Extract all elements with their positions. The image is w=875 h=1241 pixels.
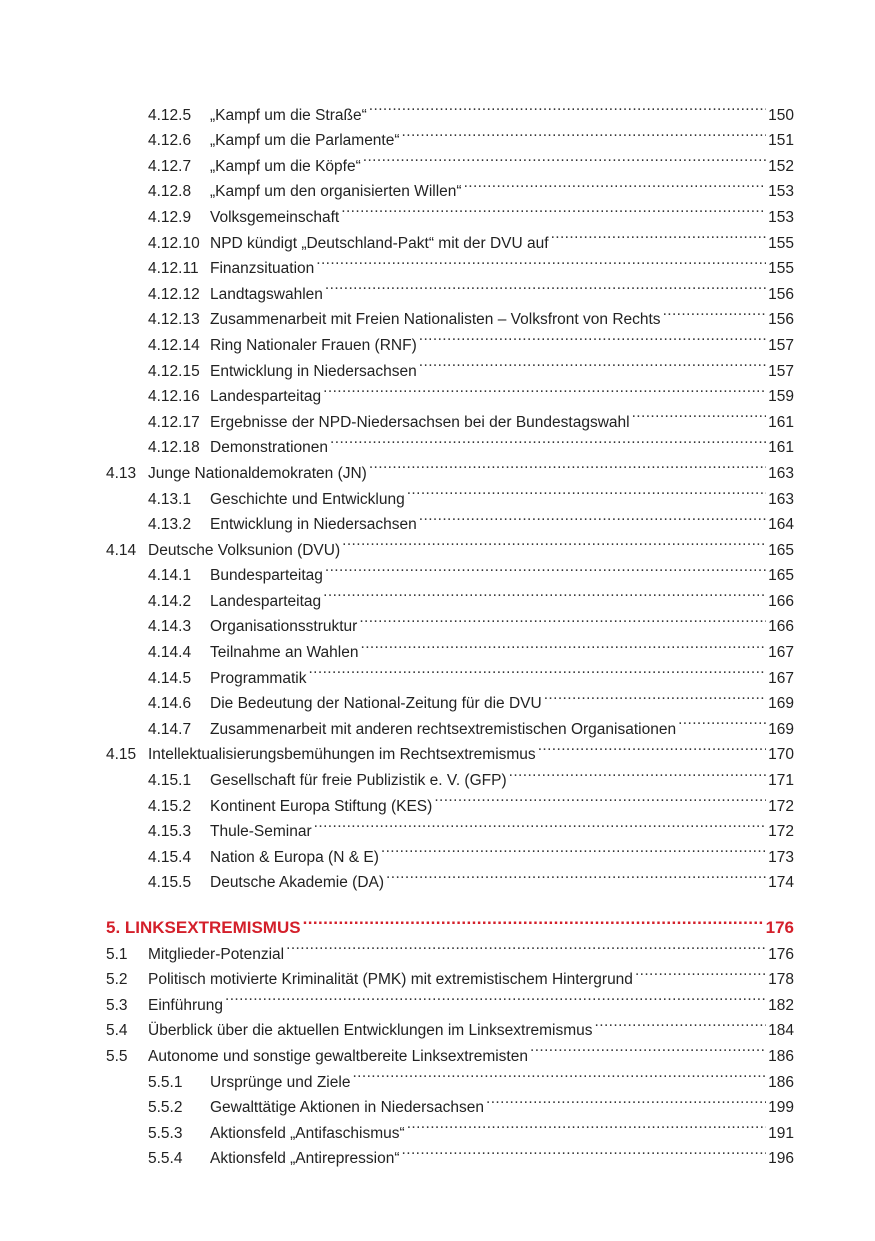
- entry-number: 4.12.15: [148, 362, 200, 380]
- entry-page-number: 172: [768, 823, 794, 841]
- toc-entry[interactable]: [106, 1035, 794, 1065]
- entry-title: Politisch motivierte Kriminalität (PMK) mit extremistischem Hintergrund: [148, 971, 633, 989]
- entry-page-number: 163: [768, 464, 794, 482]
- entry-page-number: 184: [768, 1022, 794, 1040]
- entry-page-number: 153: [768, 208, 794, 226]
- entry-number: 4.12.6: [148, 132, 192, 150]
- entry-title: Entwicklung in Niedersachsen: [210, 516, 417, 534]
- entry-title: Die Bedeutung der National-Zeitung für die DVU: [210, 695, 542, 713]
- dot-leader: [308, 657, 766, 683]
- toc-entry[interactable]: [106, 196, 794, 226]
- toc-section-4: [106, 94, 794, 892]
- entry-number: 4.13.1: [148, 490, 192, 508]
- toc-entry[interactable]: [106, 1010, 794, 1040]
- entry-number: 5.5.2: [148, 1099, 183, 1117]
- toc-entry[interactable]: [106, 350, 794, 380]
- entry-title: Gewalttätige Aktionen in Niedersachsen: [210, 1099, 484, 1117]
- toc-entry[interactable]: [106, 1138, 794, 1168]
- entry-page-number: 174: [768, 874, 794, 892]
- entry-page-number: 161: [768, 439, 794, 457]
- entry-number: 4.12.14: [148, 336, 200, 354]
- dot-leader: [286, 933, 766, 959]
- entry-number: 4.12.7: [148, 157, 192, 175]
- dot-leader: [407, 1112, 766, 1138]
- toc-entry[interactable]: [106, 248, 794, 278]
- entry-number: 4.15: [106, 746, 137, 764]
- entry-page-number: 196: [768, 1150, 794, 1168]
- dot-leader: [325, 555, 766, 581]
- toc-entry[interactable]: [106, 683, 794, 713]
- entry-page-number: 164: [768, 516, 794, 534]
- dot-leader: [225, 984, 766, 1010]
- entry-number: 5.1: [106, 945, 128, 963]
- entry-number: 5.5.3: [148, 1124, 183, 1142]
- toc-entry[interactable]: [106, 1112, 794, 1142]
- entry-title: Mitglieder-Potenzial: [148, 945, 285, 963]
- entry-title: „Kampf um die Straße“: [210, 106, 367, 124]
- toc-entry[interactable]: [106, 631, 794, 662]
- entry-number: 4.14.5: [148, 669, 192, 687]
- entry-title: Deutsche Volksunion (DVU): [148, 541, 341, 559]
- entry-page-number: 178: [768, 971, 794, 989]
- entry-page-number: 166: [768, 618, 794, 636]
- entry-title: „Kampf um den organisierten Willen“: [210, 183, 462, 201]
- entry-number: 4.15.2: [148, 797, 192, 815]
- entry-page-number: 151: [768, 132, 794, 150]
- chapter-title: 5. LINKSEXTREMISMUS: [106, 918, 301, 937]
- dot-leader: [323, 580, 766, 606]
- entry-title: Ursprünge und Ziele: [210, 1073, 351, 1091]
- dot-leader: [369, 452, 766, 478]
- entry-title: Geschichte und Entwicklung: [210, 490, 405, 508]
- entry-page-number: 165: [768, 567, 794, 585]
- entry-page-number: 191: [768, 1124, 794, 1142]
- entry-title: Gesellschaft für freie Publizistik e. V. (GFP): [210, 772, 507, 790]
- entry-page-number: 176: [768, 945, 794, 963]
- dot-leader: [316, 248, 766, 274]
- entry-page-number: 155: [768, 260, 794, 278]
- entry-title: Landesparteitag: [210, 592, 322, 610]
- dot-leader: [325, 273, 766, 299]
- toc-entry[interactable]: [106, 555, 794, 585]
- entry-title: Deutsche Akademie (DA): [210, 874, 385, 892]
- entry-title: Thule-Seminar: [210, 823, 312, 841]
- entry-page-number: 150: [768, 106, 794, 124]
- entry-number: 4.14: [106, 541, 137, 559]
- dot-leader: [363, 145, 766, 171]
- entry-page-number: 186: [768, 1073, 794, 1091]
- dot-leader: [635, 959, 766, 985]
- entry-number: 5.3: [106, 996, 128, 1014]
- entry-title: Zusammenarbeit mit Freien Nationalisten – Volksfront von Rechts: [210, 311, 661, 329]
- entry-title: Demonstrationen: [210, 439, 329, 457]
- dot-leader: [342, 529, 766, 555]
- toc-entry[interactable]: [106, 1061, 794, 1091]
- entry-page-number: 199: [768, 1099, 794, 1117]
- toc-entry[interactable]: [106, 708, 794, 738]
- toc-entry[interactable]: [106, 811, 794, 841]
- entry-title: Einführung: [148, 996, 223, 1014]
- dot-leader: [632, 401, 767, 427]
- dot-leader: [381, 836, 766, 862]
- entry-title: Autonome und sonstige gewaltbereite Linksextremisten: [148, 1047, 528, 1065]
- entry-number: 4.12.9: [148, 208, 192, 226]
- toc-entry[interactable]: [106, 171, 794, 201]
- toc-entry[interactable]: [106, 376, 794, 406]
- toc-entry[interactable]: [106, 836, 794, 866]
- dot-leader: [369, 94, 766, 120]
- toc-entry[interactable]: [106, 401, 794, 431]
- entry-title: Ring Nationaler Frauen (RNF): [210, 336, 417, 354]
- entry-number: 4.12.13: [148, 311, 200, 329]
- entry-title: NPD kündigt „Deutschland-Pakt“ mit der DVU auf: [210, 234, 549, 252]
- entry-number: 4.12.8: [148, 183, 192, 201]
- toc-entry[interactable]: [106, 785, 794, 815]
- toc-entry[interactable]: [106, 478, 794, 508]
- entry-number: 4.12.5: [148, 106, 192, 124]
- entry-number: 5.5.4: [148, 1150, 183, 1168]
- entry-title: Finanzsituation: [210, 260, 315, 278]
- entry-number: 4.12.11: [148, 260, 199, 278]
- chapter-page-number: 176: [765, 918, 794, 937]
- entry-title: Teilnahme an Wahlen: [210, 644, 359, 662]
- entry-number: 4.12.12: [148, 285, 200, 303]
- toc-entry[interactable]: [106, 580, 794, 610]
- dot-leader: [314, 811, 766, 837]
- entry-title: Organisationsstruktur: [210, 618, 358, 636]
- dot-leader: [509, 759, 767, 785]
- entry-title: Aktionsfeld „Antirepression“: [210, 1150, 400, 1168]
- dot-leader: [419, 324, 766, 350]
- toc-entry[interactable]: [106, 324, 794, 354]
- entry-page-number: 153: [768, 183, 794, 201]
- toc-entry[interactable]: [106, 529, 794, 559]
- entry-number: 4.13.2: [148, 516, 192, 534]
- entry-page-number: 159: [768, 388, 794, 406]
- entry-title: Zusammenarbeit mit anderen rechtsextremistischen Organisationen: [210, 720, 677, 738]
- entry-number: 4.14.2: [148, 592, 192, 610]
- dot-leader: [551, 222, 767, 248]
- toc-entry[interactable]: [106, 657, 794, 687]
- dot-leader: [402, 1138, 767, 1164]
- dot-leader: [538, 734, 766, 760]
- entry-number: 4.12.18: [148, 439, 200, 457]
- dot-leader: [359, 606, 766, 632]
- entry-number: 4.14.7: [148, 720, 192, 738]
- entry-page-number: 157: [768, 362, 794, 380]
- entry-number: 4.14.1: [148, 567, 192, 585]
- entry-number: 4.12.16: [148, 388, 200, 406]
- toc-entry[interactable]: [106, 222, 794, 252]
- entry-page-number: 166: [768, 592, 794, 610]
- dot-leader: [330, 427, 766, 453]
- entry-number: 4.14.3: [148, 618, 192, 636]
- entry-page-number: 173: [768, 848, 794, 866]
- entry-page-number: 170: [768, 746, 794, 764]
- entry-title: Landtagswahlen: [210, 285, 323, 303]
- dot-leader: [486, 1087, 766, 1113]
- toc-chapter-heading[interactable]: [106, 907, 794, 937]
- dot-leader: [663, 299, 767, 325]
- dot-leader: [360, 631, 766, 657]
- entry-page-number: 169: [768, 695, 794, 713]
- toc-entry[interactable]: [106, 273, 794, 303]
- dot-leader: [464, 171, 767, 197]
- entry-number: 4.15.5: [148, 874, 192, 892]
- entry-page-number: 172: [768, 797, 794, 815]
- entry-page-number: 171: [768, 772, 794, 790]
- toc-entry[interactable]: [106, 862, 794, 892]
- entry-number: 4.14.4: [148, 644, 192, 662]
- entry-page-number: 161: [768, 413, 794, 431]
- entry-number: 5.5: [106, 1047, 128, 1065]
- entry-title: Landesparteitag: [210, 388, 322, 406]
- entry-title: „Kampf um die Köpfe“: [210, 157, 361, 175]
- toc-entry[interactable]: [106, 759, 794, 790]
- dot-leader: [352, 1061, 766, 1087]
- entry-number: 4.12.10: [148, 234, 200, 252]
- entry-page-number: 167: [768, 669, 794, 687]
- toc-entry[interactable]: [106, 984, 794, 1014]
- toc-entry[interactable]: [106, 606, 794, 636]
- entry-title: Entwicklung in Niedersachsen: [210, 362, 417, 380]
- entry-title: „Kampf um die Parlamente“: [210, 132, 400, 150]
- dot-leader: [595, 1010, 767, 1036]
- entry-number: 4.15.1: [148, 772, 192, 790]
- entry-title: Intellektualisierungsbemühungen im Rechtsextremismus: [148, 746, 536, 764]
- entry-page-number: 156: [768, 285, 794, 303]
- dot-leader: [386, 862, 766, 888]
- entry-title: Volksgemeinschaft: [210, 208, 340, 226]
- dot-leader: [323, 376, 766, 402]
- toc-entry[interactable]: [106, 120, 794, 150]
- entry-number: 5.2: [106, 971, 128, 989]
- entry-page-number: 152: [768, 157, 794, 175]
- dot-leader: [419, 350, 766, 376]
- toc-entry[interactable]: [106, 933, 794, 963]
- entry-page-number: 167: [768, 644, 794, 662]
- entry-page-number: 169: [768, 720, 794, 738]
- entry-title: Junge Nationaldemokraten (JN): [148, 464, 367, 482]
- dot-leader: [434, 785, 766, 811]
- toc-entry[interactable]: [106, 427, 794, 457]
- dot-leader: [530, 1035, 766, 1061]
- entry-number: 5.5.1: [148, 1073, 183, 1091]
- dot-leader: [407, 478, 766, 504]
- toc-entry[interactable]: [106, 145, 794, 175]
- entry-title: Programmatik: [210, 669, 307, 687]
- toc-entry[interactable]: [106, 299, 794, 329]
- entry-page-number: 186: [768, 1047, 794, 1065]
- toc-section-5: [106, 933, 794, 1168]
- entry-title: Kontinent Europa Stiftung (KES): [210, 797, 433, 815]
- dot-leader: [678, 708, 766, 734]
- entry-page-number: 163: [768, 490, 794, 508]
- toc-entry[interactable]: [106, 504, 794, 534]
- dot-leader: [544, 683, 766, 709]
- toc-entry[interactable]: [106, 959, 794, 989]
- toc-entry[interactable]: [106, 94, 794, 124]
- entry-number: 4.15.4: [148, 848, 192, 866]
- entry-title: Ergebnisse der NPD-Niedersachsen bei der Bundestagswahl: [210, 413, 630, 431]
- entry-number: 4.12.17: [148, 413, 200, 431]
- entry-number: 4.13: [106, 464, 137, 482]
- entry-page-number: 155: [768, 234, 794, 252]
- toc-entry[interactable]: [106, 1087, 794, 1117]
- entry-page-number: 165: [768, 541, 794, 559]
- entry-page-number: 156: [768, 311, 794, 329]
- dot-leader: [419, 504, 766, 530]
- entry-number: 4.14.6: [148, 695, 192, 713]
- entry-number: 5.4: [106, 1022, 128, 1040]
- dot-leader: [341, 196, 766, 222]
- entry-title: Aktionsfeld „Antifaschismus“: [210, 1124, 405, 1142]
- dot-leader: [402, 120, 767, 146]
- toc-entry[interactable]: [106, 452, 794, 482]
- entry-title: Bundesparteitag: [210, 567, 323, 585]
- entry-page-number: 157: [768, 336, 794, 354]
- entry-number: 4.15.3: [148, 823, 192, 841]
- table-of-contents: [106, 94, 794, 1168]
- toc-entry[interactable]: [106, 734, 794, 764]
- entry-title: Nation & Europa (N & E): [210, 848, 379, 866]
- dot-leader: [303, 907, 764, 933]
- entry-title: Überblick über die aktuellen Entwicklungen im Linksextremismus: [148, 1022, 593, 1040]
- entry-page-number: 182: [768, 996, 794, 1014]
